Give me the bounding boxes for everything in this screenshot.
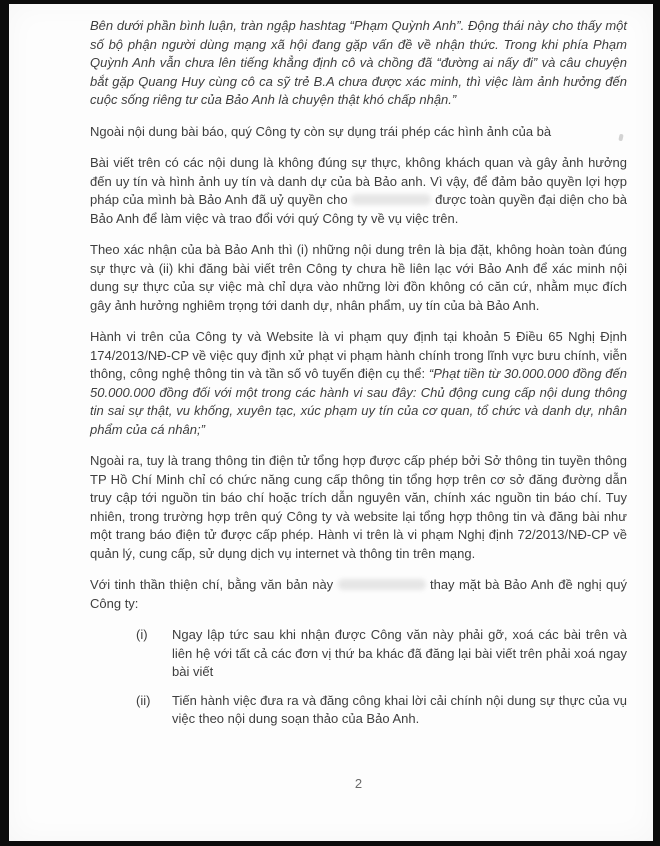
redacted-representative-name (351, 194, 431, 205)
paragraph-confirmation: Theo xác nhận của bà Bảo Anh thì (i) những nội dung trên là bịa đặt, không hoàn toàn đúng sự thực và (ii) khi đăng bài viết trên Công ty chưa hề liên lạc với Bảo Anh để xác minh nội dung sự thực của sự việc mà chỉ dựa vào những lời đồn không có căn cứ, nhằm mục đích gây ảnh hưởng nghiêm trọng tới danh dự, nhân phẩm, uy tín của bà Bảo Anh. (90, 242, 627, 313)
decree-lead-text: Hành vi trên của Công ty và Website là vi phạm quy định tại khoản 5 Điều 65 Nghị Định 174/2013/NĐ-CP về việc quy định xử phạt vi phạm hành chính trong lĩnh vực bưu chính, viễn thông, công nghệ thông tin và tần số vô tuyến điện cụ thể: (90, 329, 627, 381)
list-item-text: Tiến hành việc đưa ra và đăng công khai lời cải chính nội dung sự thực của vụ việc theo nội dung soạn thảo của Bảo Anh. (172, 692, 627, 726)
goodwill-text-after: thay mặt bà Bảo Anh đề nghị quý Công ty: (90, 577, 628, 611)
authorization-text-after: được toàn quyền đại diện cho bà Bảo Anh để làm việc và trao đổi với quý Công ty về vụ việc trên. (90, 192, 627, 226)
paragraph-press-quote: Bên dưới phần bình luận, tràn ngập hashtag “Phạm Quỳnh Anh”. Động thái này cho thấy một số bộ phận người dùng mạng xã hội đang gặp vấn đề về nhận thức. Trong khi phía Phạm Quỳnh Anh vẫn chưa lên tiếng khẳng định cô và chồng đã “đường ai nấy đi” và câu chuyện bắt gặp Quang Huy cùng cô ca sỹ trẻ B.A chưa được xác minh, thì việc làm ảnh hưởng đến cuộc sống riêng tư của Bảo Anh là chuyện thật khó chấp nhận.” (90, 18, 627, 107)
paragraph-license-violation: Ngoài ra, tuy là trang thông tin điện tử tổng hợp được cấp phép bởi Sở thông tin tuyền thông TP Hồ Chí Minh chỉ có chức năng cung cấp thông tin tổng hợp trên cơ sở đăng đường dẫn truy cập tới nguồn tin báo chí hoặc trích dẫn nguyên văn, chính xác nguồn tin báo chí. Tuy nhiên, trong trường hợp trên quý Công ty và website lại tổng hợp thông tin và đăng bài như một trang báo điện tử được cấp phép. Hành vi trên là vi phạm Nghị định 72/2013/NĐ-CP về quản lý, cung cấp, sử dụng dịch vụ internet và thông tin trên mạng. (90, 453, 627, 561)
letter-body (9, 4, 653, 793)
authorization-text-before: Bài viết trên có các nội dung là không đúng sự thực, không khách quan và gây ảnh hưởng đến uy tín và hình ảnh uy tín và danh dự của bà Bảo anh. Vì vậy, để đảm bảo quyền lợi hợp pháp của mình bà Bảo Anh đã uỷ quyền cho (90, 155, 627, 207)
redacted-representative-name-2 (338, 579, 426, 590)
list-item-text: Ngay lập tức sau khi nhận được Công văn này phải gỡ, xoá các bài trên và liên hệ với tất cả các đơn vị thứ ba khác đã đăng lại bài viết trên phải xoá ngay bài viết (172, 627, 627, 679)
paragraph-decree-violation (90, 328, 627, 439)
request-list (90, 626, 627, 729)
list-item-marker: (ii) (136, 692, 151, 708)
paragraph-image-misuse: Ngoài nội dung bài báo, quý Công ty còn sự dụng trái phép các hình ảnh của bà (90, 123, 552, 139)
paragraph-authorization (90, 154, 627, 228)
document-page (9, 4, 653, 841)
goodwill-text-before: Với tinh thần thiện chí, bằng văn bản này (90, 577, 338, 592)
decree-quoted-text: “Phạt tiền từ 30.000.000 đồng đến 50.000.000 đồng đối với một trong các hành vi sau đây: Chủ động cung cấp nội dung thông tin sai sự thật, vu khống, xuyên tạc, xúc phạm uy tín của cơ quan, tổ chức và danh dự, nhân phẩm của cá nhân;” (90, 366, 627, 437)
list-item (136, 626, 627, 682)
paragraph-goodwill-request (90, 576, 627, 613)
list-item (136, 692, 627, 729)
list-item-marker: (i) (136, 627, 148, 642)
page-number: 2 (354, 775, 363, 791)
